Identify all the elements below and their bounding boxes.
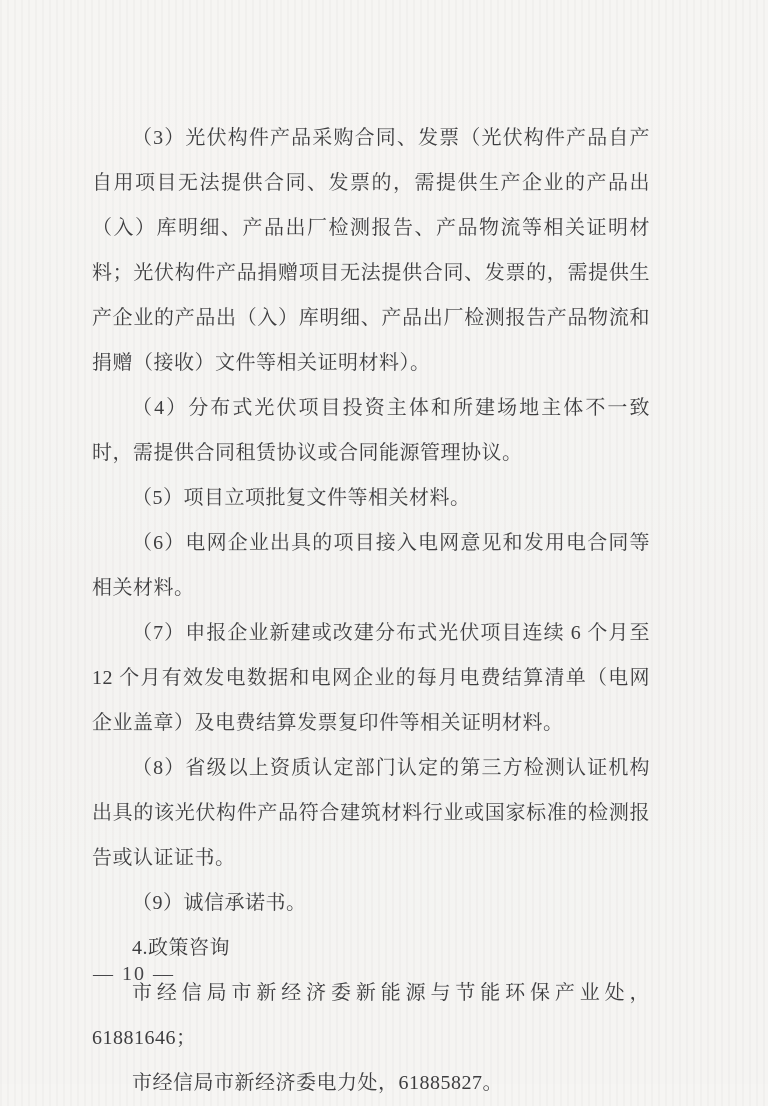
paragraph-contact-energy-office: 市经信局市新经济委新能源与节能环保产业处，61881646； xyxy=(92,982,650,1049)
paragraph-item-9: （9）诚信承诺书。 xyxy=(132,892,307,914)
paragraph-item-7: （7）申报企业新建或改建分布式光伏项目连续 6 个月至 12 个月有效发电数据和电网企业的每月电费结算清单（电网企业盖章）及电费结算发票复印件等相关证明材料。 xyxy=(92,622,650,734)
paragraph-item-4: （4）分布式光伏项目投资主体和所建场地主体不一致时，需提供合同租赁协议或合同能源管理协议。 xyxy=(92,397,650,464)
paragraph-section-policy-consult: 4.政策咨询 xyxy=(132,937,230,959)
paragraph-item-5: （5）项目立项批复文件等相关材料。 xyxy=(132,487,471,509)
page-number: — 10 — xyxy=(93,963,175,985)
paragraph-contact-power-office: 市经信局市新经济委电力处，61885827。 xyxy=(132,1072,503,1094)
paragraph-item-3: （3）光伏构件产品采购合同、发票（光伏构件产品自产自用项目无法提供合同、发票的，需提供生产企业的产品出（入）库明细、产品出厂检测报告、产品物流等相关证明材料；光伏构件产品捐赠项目无法提供合同、发票的，需提供生产企业的产品出（入）库明细、产品出厂检测报告产品物流和捐赠（接收）文件等相关证明材料）。 xyxy=(92,127,650,374)
paragraph-item-6: （6）电网企业出具的项目接入电网意见和发用电合同等相关材料。 xyxy=(92,532,650,599)
paragraph-item-8: （8）省级以上资质认定部门认定的第三方检测认证机构出具的该光伏构件产品符合建筑材料行业或国家标准的检测报告或认证证书。 xyxy=(92,757,650,869)
document-body xyxy=(92,116,650,1106)
